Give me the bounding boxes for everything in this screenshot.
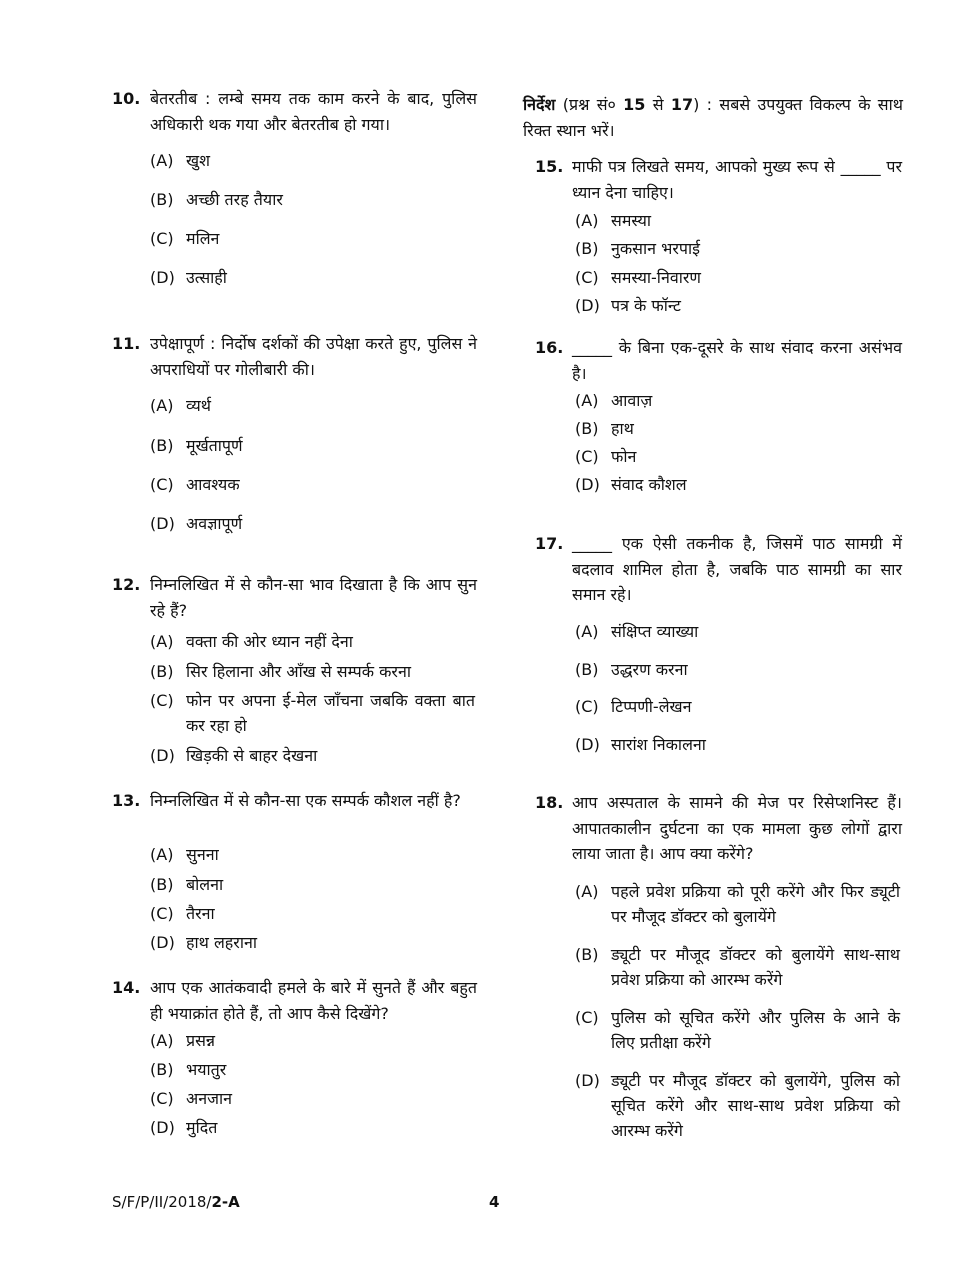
question-text: आप एक आतंकवादी हमले के बारे में सुनते हैं और बहुत ही भयाक्रांत होते हैं, तो आप कैसे दिखेंगे? (150, 978, 477, 1023)
option-text: हाथ लहराना (186, 933, 258, 952)
answer-option (150, 930, 475, 955)
question-number: 17. (535, 534, 564, 553)
directions-mid: से (645, 95, 671, 114)
option-text: समस्या-निवारण (611, 268, 701, 287)
answer-option (150, 148, 475, 173)
question-text: उपेक्षापूर्ण : निर्दोष दर्शकों की उपेक्षा करते हुए, पुलिस ने अपराधियों पर गोलीबारी की। (150, 334, 477, 379)
question-text: माफी पत्र लिखते समय, आपको मुख्य रूप से _____ पर ध्यान देना चाहिए। (572, 157, 902, 202)
option-label: (C) (150, 691, 174, 710)
option-text: संक्षिप्त व्याख्या (611, 622, 699, 641)
answer-option (150, 1057, 475, 1082)
answer-option (575, 236, 900, 261)
option-label: (D) (150, 933, 175, 952)
option-text: फोन (611, 447, 637, 466)
option-label: (A) (150, 396, 174, 415)
option-label: (A) (575, 622, 599, 641)
question-text: _____ एक ऐसी तकनीक है, जिसमें पाठ सामग्री में बदलाव शामिल होता है, जबकि पाठ सामग्री का सार समान रहे। (572, 534, 902, 604)
answer-option (150, 1028, 475, 1053)
option-label: (A) (150, 845, 174, 864)
option-text: खिड़की से बाहर देखना (186, 746, 318, 765)
option-text: हाथ (611, 419, 634, 438)
question-number: 18. (535, 793, 564, 812)
option-label: (C) (150, 229, 174, 248)
option-label: (A) (150, 1031, 174, 1050)
option-text: अच्छी तरह तैयार (186, 190, 283, 209)
option-label: (D) (575, 296, 600, 315)
answer-option (150, 1115, 475, 1140)
option-label: (D) (150, 746, 175, 765)
answer-option (575, 1068, 900, 1143)
answer-option (575, 472, 900, 497)
option-label: (C) (575, 697, 599, 716)
option-text: टिप्पणी-लेखन (611, 697, 692, 716)
option-text: नुकसान भरपाई (611, 239, 700, 258)
answer-option (150, 1086, 475, 1111)
option-label: (A) (575, 882, 599, 901)
option-text: मूर्खतापूर्ण (186, 436, 243, 455)
answer-option (150, 393, 475, 418)
option-text: पुलिस को सूचित करेंगे और पुलिस के आने के लिए प्रतीक्षा करेंगे (611, 1008, 900, 1052)
option-label: (C) (575, 447, 599, 466)
option-label: (B) (150, 1060, 174, 1079)
answer-option (150, 743, 475, 768)
question-text: निम्नलिखित में से कौन-सा भाव दिखाता है कि आप सुन रहे हैं? (150, 575, 477, 620)
option-text: आवश्यक (186, 475, 240, 494)
option-text: आवाज़ (611, 391, 653, 410)
question-text: _____ के बिना एक-दूसरे के साथ संवाद करना असंभव है। (572, 338, 902, 383)
option-label: (B) (150, 436, 174, 455)
answer-option (150, 433, 475, 458)
directions-from: 15 (623, 95, 646, 114)
question-number: 12. (112, 575, 141, 594)
option-text: प्रसन्न (186, 1031, 216, 1050)
option-label: (C) (575, 1008, 599, 1027)
answer-option (150, 226, 475, 251)
directions-pre: (प्रश्न सं० (562, 95, 624, 114)
question-number: 13. (112, 791, 141, 810)
paper-code-prefix: S/F/P/II/2018/ (112, 1193, 212, 1211)
option-text: मुदित (186, 1118, 218, 1137)
option-label: (B) (150, 875, 174, 894)
option-label: (D) (575, 1071, 600, 1090)
option-text: तैरना (186, 904, 215, 923)
option-text: उद्धरण करना (611, 660, 688, 679)
question-number: 16. (535, 338, 564, 357)
option-text: ड्यूटी पर मौजूद डॉक्टर को बुलायेंगे, पुलिस को सूचित करेंगे और साथ-साथ प्रवेश प्रक्रिया को आरम्भ करेंगे (611, 1071, 900, 1140)
option-label: (B) (150, 662, 174, 681)
answer-option (575, 444, 900, 469)
answer-option (575, 657, 900, 682)
answer-option (575, 619, 900, 644)
option-text: ड्यूटी पर मौजूद डॉक्टर को बुलायेंगे साथ-साथ प्रवेश प्रक्रिया को आरम्भ करेंगे (611, 945, 900, 989)
question-number: 11. (112, 334, 141, 353)
directions-to: 17 (670, 95, 694, 114)
option-label: (B) (575, 945, 599, 964)
option-label: (B) (575, 660, 599, 679)
option-label: (C) (150, 1089, 174, 1108)
option-text: अनजान (186, 1089, 233, 1108)
option-text: बोलना (186, 875, 224, 894)
option-label: (A) (150, 151, 174, 170)
option-label: (C) (150, 475, 174, 494)
answer-option (575, 416, 900, 441)
option-text: संवाद कौशल (611, 475, 687, 494)
answer-option (575, 1005, 900, 1055)
option-label: (A) (575, 211, 599, 230)
answer-option (150, 187, 475, 212)
option-text: वक्ता की ओर ध्यान नहीं देना (186, 632, 353, 651)
answer-option (575, 293, 900, 318)
answer-option (150, 842, 475, 867)
question-number: 15. (535, 157, 564, 176)
option-text: सारांश निकालना (611, 735, 706, 754)
option-label: (B) (150, 190, 174, 209)
question-text: बेतरतीब : लम्बे समय तक काम करने के बाद, पुलिस अधिकारी थक गया और बेतरतीब हो गया। (150, 89, 477, 134)
answer-option (150, 511, 475, 536)
option-label: (D) (150, 268, 175, 287)
answer-option (150, 872, 475, 897)
answer-option (575, 942, 900, 992)
option-text: पत्र के फॉन्ट (611, 296, 681, 315)
answer-option (575, 265, 900, 290)
option-label: (C) (575, 268, 599, 287)
option-label: (D) (575, 475, 600, 494)
answer-option (575, 694, 900, 719)
answer-option (150, 688, 475, 738)
option-text: उत्साही (186, 268, 227, 287)
option-label: (A) (150, 632, 174, 651)
option-label: (D) (575, 735, 600, 754)
option-label: (C) (150, 904, 174, 923)
option-text: मलिन (186, 229, 220, 248)
option-label: (B) (575, 239, 599, 258)
paper-code-set: 2-A (211, 1193, 240, 1211)
directions-post: ) : सबसे उपयुक्त विकल्प के साथ रिक्त स्थान भरें। (523, 95, 903, 140)
option-label: (D) (150, 1118, 175, 1137)
question-number: 14. (112, 978, 141, 997)
answer-option (575, 208, 900, 233)
directions (523, 92, 903, 143)
option-text: सुनना (186, 845, 219, 864)
option-label: (A) (575, 391, 599, 410)
option-text: अवज्ञापूर्ण (186, 514, 243, 533)
question-text: निम्नलिखित में से कौन-सा एक सम्पर्क कौशल नहीं है? (150, 791, 461, 810)
answer-option (150, 265, 475, 290)
answer-option (575, 879, 900, 929)
option-text: फोन पर अपना ई-मेल जाँचना जबकि वक्ता बात कर रहा हो (186, 691, 475, 735)
answer-option (150, 472, 475, 497)
option-text: भयातुर (186, 1060, 227, 1079)
paper-code (112, 1193, 240, 1211)
directions-label: निर्देश (523, 95, 556, 114)
question-number: 10. (112, 89, 141, 108)
option-text: व्यर्थ (186, 396, 211, 415)
answer-option (150, 629, 475, 654)
option-label: (B) (575, 419, 599, 438)
option-text: सिर हिलाना और आँख से सम्पर्क करना (186, 662, 411, 681)
answer-option (150, 901, 475, 926)
option-text: पहले प्रवेश प्रक्रिया को पूरी करेंगे और फिर ड्यूटी पर मौजूद डॉक्टर को बुलायेंगे (611, 882, 900, 926)
question-text: आप अस्पताल के सामने की मेज पर रिसेप्शनिस्ट हैं। आपातकालीन दुर्घटना का एक मामला कुछ लोगों द्वारा लाया जाता है। आप क्या करेंगे? (572, 793, 902, 863)
answer-option (150, 659, 475, 684)
option-text: समस्या (611, 211, 652, 230)
page-number: 4 (489, 1193, 500, 1211)
option-text: खुश (186, 151, 210, 170)
answer-option (575, 732, 900, 757)
option-label: (D) (150, 514, 175, 533)
answer-option (575, 388, 900, 413)
